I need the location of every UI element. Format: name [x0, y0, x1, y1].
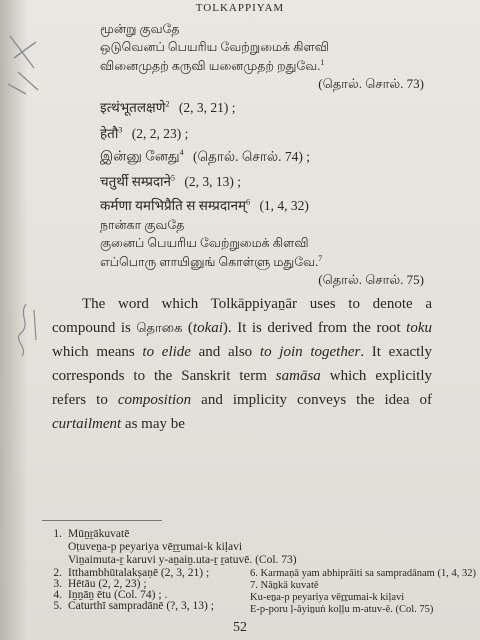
footnotes-6-7 — [250, 568, 476, 616]
example-4-ref: (2, 3, 13) ; — [184, 174, 242, 189]
footnote-7-line-2: Ku-eṉa-p peyariya vēṟṟumai-k kiḷavi — [250, 592, 405, 603]
footnote-1-number: 1. — [53, 528, 62, 540]
quote2-line-3 — [100, 254, 322, 271]
footnote-1-line-3: Viṉaimuta-ṟ karuvi y-aṉaiṉ.uta-ṟ ṟatuvē. (Col. 73) — [68, 554, 297, 566]
footnote-7-row — [250, 580, 476, 592]
para-seg-17: as may be — [121, 416, 185, 432]
para-seg-9: and also — [190, 344, 260, 360]
para-seg-7: which means — [52, 344, 143, 360]
example-2 — [100, 124, 188, 142]
para-seg-1: The word which Tolkāppiyaṉār uses to denote a compound is — [52, 296, 432, 336]
footnote-2-line-1: Itthambhūtalakṣaṇē (2, 3, 21) ; — [68, 567, 210, 579]
example-5-text: कर्मणा यमभिप्रैति स सम्प्रदानम् — [100, 198, 247, 213]
example-4-text: चतुर्थी सम्प्रदाने — [100, 174, 172, 189]
para-term-samasa: samāsa — [275, 368, 321, 384]
para-term-to-elide: to elide — [142, 344, 191, 360]
footnote-5-line-1: Caturthī sampradānē (?, 3, 13) ; — [68, 600, 214, 612]
footnote-7-number: 7. — [250, 580, 258, 591]
footnote-3-line-1: Hētāu (2, 2, 23) ; — [68, 578, 147, 590]
para-seg-13: which explicitly refers to — [52, 368, 432, 408]
quote2-ref: (தொல். சொல். 75) — [318, 272, 424, 287]
para-seg-5: ). It is derived from the root — [222, 320, 407, 336]
example-2-ref: (2, 2, 23) ; — [131, 126, 189, 141]
para-seg-3: ( — [182, 320, 193, 336]
quote1-line-3 — [100, 58, 324, 75]
footnote-6-line-1: Karmaṇā yam abhiprāiti sa sampradānam (1, 4, 32) — [260, 568, 476, 579]
example-1 — [100, 98, 235, 116]
para-seg-15: and implicity conveys the idea of — [191, 392, 432, 408]
quote1-line-2: ஒடுவெனப் பெயரிய வேற்றுமைக் கிளவி — [100, 40, 330, 54]
example-2-mark: 3 — [118, 125, 123, 135]
quote1-ref: (தொல். சொல். 73) — [318, 76, 424, 91]
para-term-tokai: tokai — [192, 320, 223, 336]
running-head: TOLKAPPIYAM — [195, 2, 285, 14]
quote2-line-2: குனைப் பெயரிய வேற்றுமைக் கிளவி — [100, 236, 309, 250]
footnote-4-line-1: Iṉṉāṉ ētu (Col. 74) ; . — [68, 589, 168, 601]
footnote-1 — [40, 528, 129, 540]
example-4 — [100, 172, 241, 190]
quote2-footnote-mark: 7 — [318, 254, 323, 263]
example-2-text: हेतौ — [100, 126, 119, 141]
quote2-line-3-text: எப்பொரு ளாயினுங் கொள்ளு மதுவே. — [100, 255, 319, 270]
example-3-ref: (தொல். சொல். 74) ; — [193, 148, 310, 164]
example-5-ref: (1, 4, 32) — [259, 198, 309, 213]
page-number: 52 — [233, 620, 247, 635]
para-term-to-join-together: to join together — [259, 344, 361, 360]
example-4-mark: 5 — [171, 173, 176, 183]
example-3-mark: 4 — [179, 148, 184, 157]
footnote-6-row — [250, 568, 476, 580]
example-5-mark: 6 — [246, 197, 251, 207]
footnote-1-line-1: Mūṉṟākuvatē — [68, 528, 130, 540]
footnote-7-line-3: E-p-poru ḷ-āyiṉuṅ koḷḷu m-atuv-ē. (Col. 75) — [250, 604, 434, 615]
para-seg-11: . It exactly corresponds to the Sanskrit term — [52, 344, 432, 384]
footnote-2-number: 2. — [53, 567, 62, 579]
footnote-1-line-2: Oṭuveṉa-p peyariya vēṟṟumai-k kiḷavi — [68, 541, 243, 553]
footnote-3-number: 3. — [53, 578, 62, 590]
footnote-divider — [42, 520, 162, 521]
example-3 — [100, 148, 310, 167]
para-tamil-term: தொகை — [136, 320, 183, 335]
example-5 — [100, 196, 309, 214]
para-term-toku: toku — [406, 320, 432, 336]
footnote-5 — [40, 600, 214, 612]
footnote-7-line-1: Nāṉkā kuvatē — [260, 580, 319, 591]
quote2-line-1: நான்கா குவதே — [100, 218, 185, 232]
example-3-text: இன்னு னேது — [100, 148, 180, 164]
footnote-6-number: 6. — [250, 568, 258, 579]
paragraph-text — [52, 292, 432, 436]
quote1-footnote-mark: 1 — [320, 58, 325, 67]
footnote-5-number: 5. — [53, 600, 62, 612]
example-1-ref: (2, 3, 21) ; — [178, 100, 236, 115]
pencil-mark-top — [4, 28, 44, 98]
main-paragraph — [52, 292, 432, 436]
quote1-line-1: மூன்று குவதே — [100, 22, 180, 36]
example-1-text: इत्थंभूतलक्षणे — [100, 100, 166, 115]
pencil-mark-middle — [6, 300, 46, 360]
para-term-composition: composition — [117, 392, 192, 408]
example-1-mark: 2 — [165, 99, 170, 109]
quote1-line-3-text: வினைமுதற் கருவி யனைமுதற் றதுவே. — [100, 59, 321, 74]
para-term-curtailment: curtailment — [52, 416, 122, 432]
footnote-4-number: 4. — [53, 589, 62, 601]
